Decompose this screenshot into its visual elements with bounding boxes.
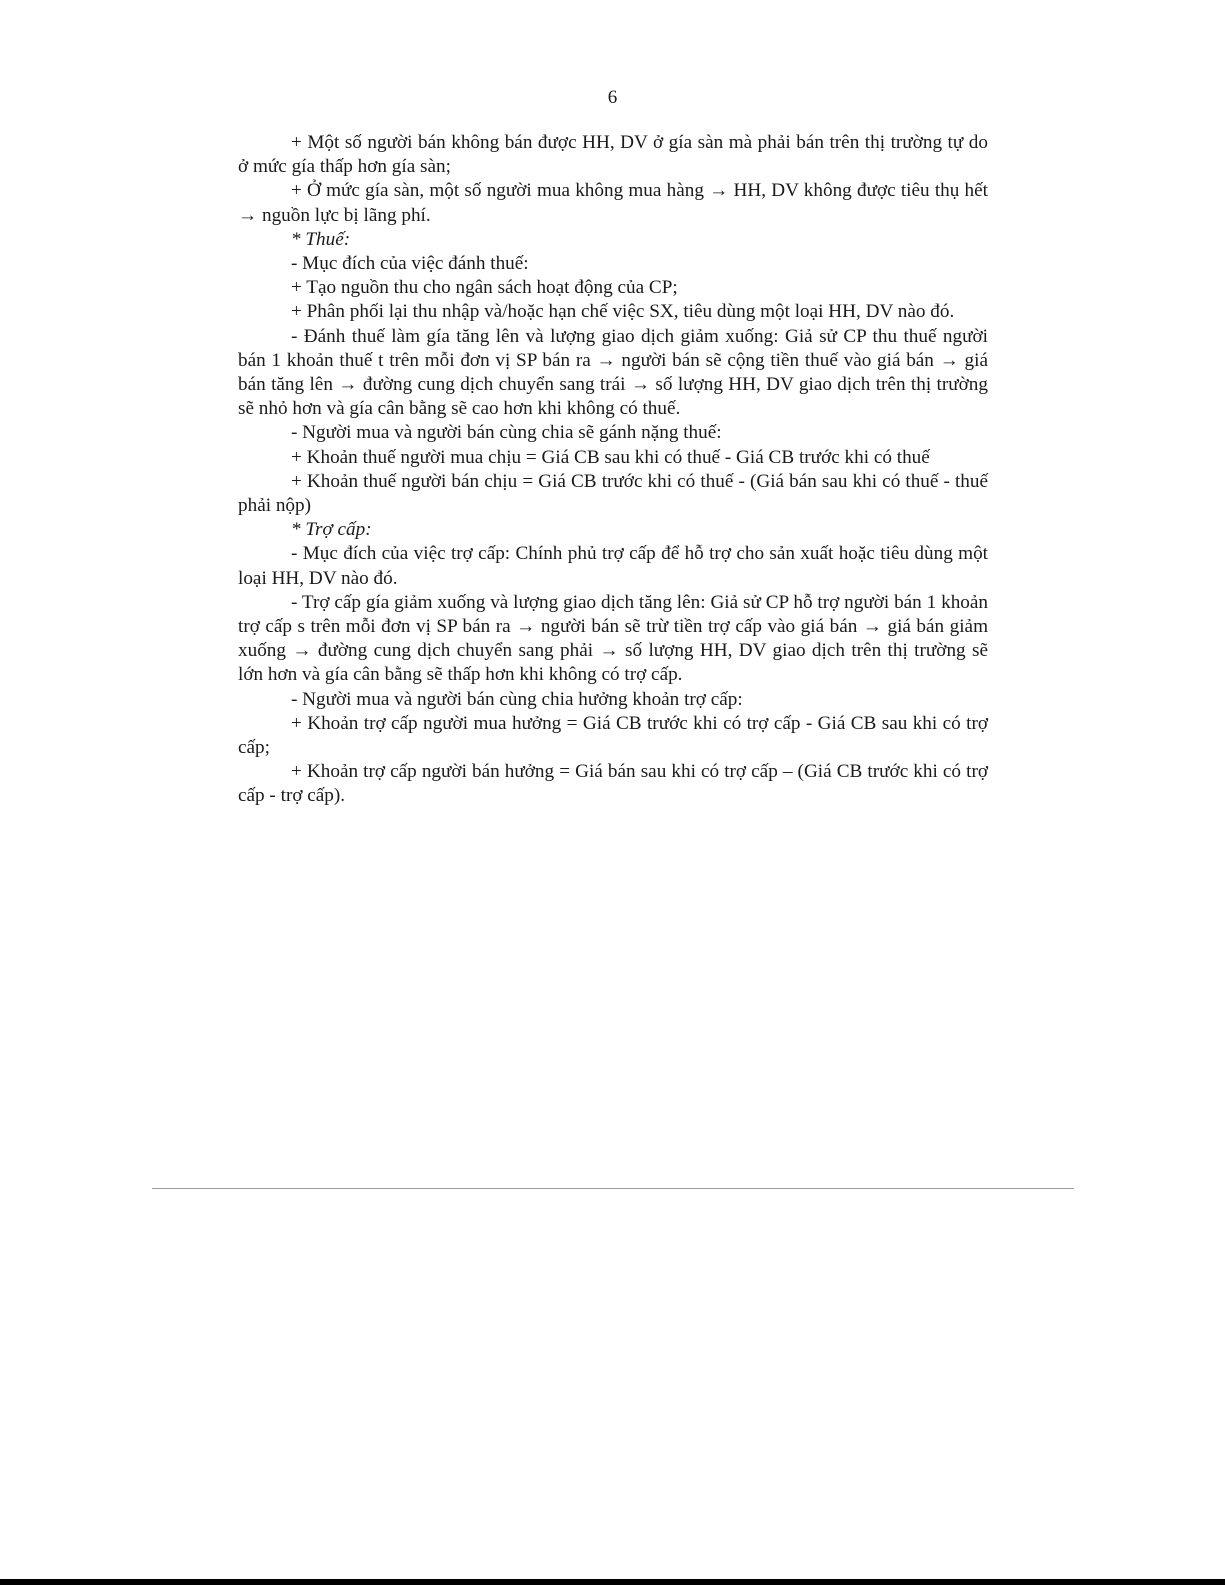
paragraph: - Trợ cấp gía giảm xuống và lượng giao dịch tăng lên: Giả sử CP hỗ trợ người bán 1 khoản trợ cấp s trên mỗi đơn vị SP bán ra → người bán sẽ trừ tiền trợ cấp vào giá bán → giá bán giảm xuống → đường cung dịch chuyển sang phải → số lượng HH, DV giao dịch trên thị trường sẽ lớn hơn và gía cân bằng sẽ thấp hơn khi không có trợ cấp. [238,591,988,686]
paragraph: - Đánh thuế làm gía tăng lên và lượng giao dịch giảm xuống: Giả sử CP thu thuế người bán 1 khoản thuế t trên mỗi đơn vị SP bán ra → người bán sẽ cộng tiền thuế vào giá bán → giá bán tăng lên → đường cung dịch chuyển sang trái → số lượng HH, DV giao dịch trên thị trường sẽ nhỏ hơn và gía cân bằng sẽ cao hơn khi không có thuế. [238,325,988,420]
section-heading-tax-text: * Thuế: [291,228,351,250]
document-body [238,131,988,809]
section-heading-subsidy [238,518,988,542]
paragraph: + Tạo nguồn thu cho ngân sách hoạt động của CP; [291,277,678,299]
paragraph: + Khoản thuế người mua chịu = Giá CB sau khi có thuế - Giá CB trước khi có thuế [291,446,930,468]
paragraph: + Phân phối lại thu nhập và/hoặc hạn chế việc SX, tiêu dùng một loại HH, DV nào đó. [291,301,955,323]
paragraph: + Khoản trợ cấp người bán hưởng = Giá bán sau khi có trợ cấp – (Giá CB trước khi có trợ cấp - trợ cấp). [238,761,988,807]
section-heading-subsidy-text: * Trợ cấp: [291,519,372,541]
paragraph: + Khoản thuế người bán chịu = Giá CB trước khi có thuế - (Giá bán sau khi có thuế - thuế phải nộp) [238,470,988,517]
paragraph: + Ở mức gía sàn, một số người mua không mua hàng → HH, DV không được tiêu thụ hết → nguồn lực bị lãng phí. [238,180,988,226]
footer-divider [152,1188,1074,1189]
paragraph: - Người mua và người bán cùng chia hưởng khoản trợ cấp: [291,688,743,710]
page-number: 6 [607,87,618,108]
paragraph: - Mục đích của việc trợ cấp: Chính phủ trợ cấp để hỗ trợ cho sản xuất hoặc tiêu dùng một loại HH, DV nào đó. [238,543,988,589]
bottom-edge-bar [0,1579,1225,1585]
paragraph: - Mục đích của việc đánh thuế: [291,253,529,275]
paragraph: + Một số người bán không bán được HH, DV ở gía sàn mà phải bán trên thị trường tự do ở mức gía thấp hơn gía sàn; [238,132,988,178]
section-heading-tax [238,228,988,252]
paragraph: - Người mua và người bán cùng chia sẽ gánh nặng thuế: [291,422,722,444]
paragraph: + Khoản trợ cấp người mua hưởng = Giá CB trước khi có trợ cấp - Giá CB sau khi có trợ cấp; [238,712,988,759]
